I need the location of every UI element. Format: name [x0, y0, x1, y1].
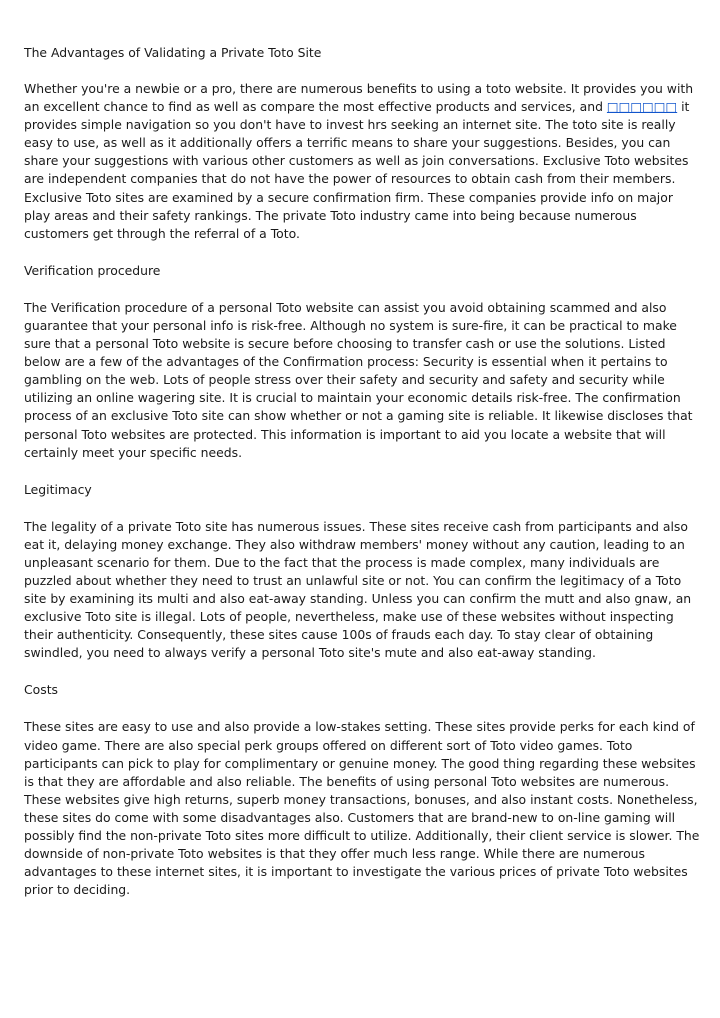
section-body-verification: The Verification procedure of a personal Toto website can assist you avoid obtaining scammed and also guarantee that your personal info is risk-free. Although no system is sure-fire, it can be practical to make sure that a personal Toto website is secure before choosing to transfer cash or use the solutions. Listed below are a few of the advantages of the Confirmation process: Security is essential when it pertains to gambling on the web. Lots of people stress over their safety and security and safety and security while utilizing an online wagering site. It is crucial to maintain your economic details risk-free. The confirmation process of an exclusive Toto site can show whether or not a gaming site is reliable. It likewise discloses that personal Toto websites are protected. This information is important to aid you locate a website that will certainly meet your specific needs. [24, 299, 693, 460]
intro-paragraph [24, 80, 700, 243]
document-title: The Advantages of Validating a Private Toto Site [24, 45, 322, 60]
intro-text-after-link: it provides simple navigation so you don't have to invest hrs seeking an internet site. The toto site is really easy to use, as well as it additionally offers a terrific means to share your suggestions. Besides, you can share your suggestions with various other customers as well as join conversations. Exclusive Toto websites are independent companies that do not have the power of resources to obtain cash from their members. Exclusive Toto sites are examined by a secure confirmation firm. These companies provide info on major play areas and their safety rankings. The private Toto industry came into being because numerous customers get through the referral of a Toto. [24, 99, 690, 241]
section-heading-legitimacy: Legitimacy [24, 481, 92, 497]
document-page [24, 44, 700, 918]
section-heading-costs: Costs [24, 682, 59, 698]
section-body-costs: These sites are easy to use and also provide a low-stakes setting. These sites provide perks for each kind of video game. There are also special perk groups offered on different sort of Toto video games. Toto participants can pick to play for complimentary or genuine money. The good thing regarding these websites is that they are affordable and also reliable. The benefits of using personal Toto websites are numerous. These websites give high returns, superb money transactions, bonuses, and also instant costs. Nonetheless, these sites do come with some disadvantages also. Customers that are brand-new to on-line gaming will possibly find the non-private Toto sites more difficult to utilize. Additionally, their client service is slower. The downside of non-private Toto websites is that they offer much less range. While there are numerous advantages to these internet sites, it is important to investigate the various prices of private Toto websites prior to deciding. [24, 719, 700, 898]
intro-link[interactable]: □□□□□□ [606, 99, 678, 115]
intro-text-before-link: Whether you're a newbie or a pro, there are numerous benefits to using a toto website. It provides you with an excellent chance to find as well as compare the most effective products and services, and [24, 81, 694, 115]
section-body-legitimacy: The legality of a private Toto site has numerous issues. These sites receive cash from participants and also eat it, delaying money exchange. They also withdraw members' money without any caution, leading to an unpleasant scenario for them. Due to the fact that the process is made complex, many individuals are puzzled about whether they need to trust an unlawful site or not. You can confirm the legitimacy of a Toto site by examining its multi and also eat-away standing. Unless you can confirm the mutt and also gnaw, an exclusive Toto site is illegal. Lots of people, nevertheless, make use of these websites without inspecting their authenticity. Consequently, these sites cause 100s of frauds each day. To stay clear of obtaining swindled, you need to always verify a personal Toto site's mute and also eat-away standing. [24, 518, 692, 661]
section-heading-verification: Verification procedure [24, 262, 161, 278]
